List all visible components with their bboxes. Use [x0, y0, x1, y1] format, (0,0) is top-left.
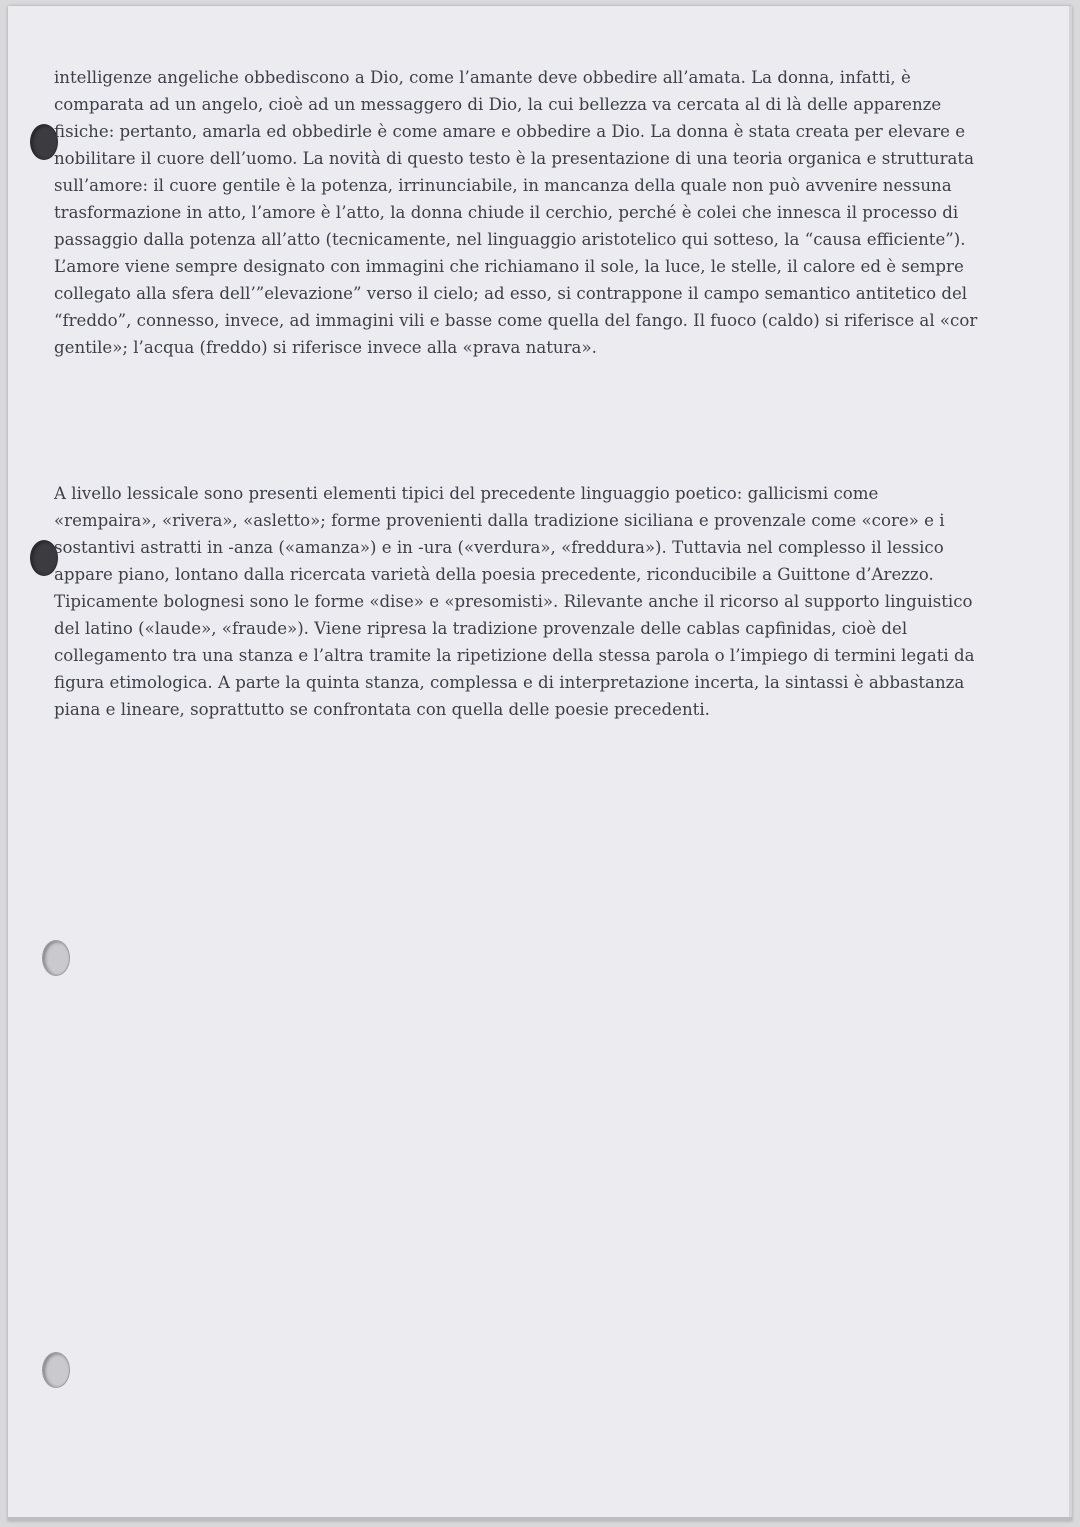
punch-hole-3 — [42, 940, 70, 976]
punch-hole-4 — [42, 1352, 70, 1388]
paragraph-2-block — [54, 480, 984, 723]
paragraph-2: A livello lessicale sono presenti elementi tipici del precedente linguaggio poetico: gallicismi come «rempaira», «rivera», «asletto»; forme provenienti dalla tradizione siciliana e provenzale come «core» e i sostantivi astratti in -anza («amanza») e in -ura («verdura», «freddura»). Tuttavia nel complesso il lessico appare piano, lontano dalla ricercata varietà della poesia precedente, riconducibile a Guittone d’Arezzo. Tipicamente bolognesi sono le forme «dise» e «presomisti». Rilevante anche il ricorso al supporto linguistico del latino («laude», «fraude»). Viene ripresa la tradizione provenzale delle cablas capfinidas, cioè del collegamento tra una stanza e l’altra tramite la ripetizione della stessa parola o l’impiego di termini legati da figura etimologica. A parte la quinta stanza, complessa e di interpretazione incerta, la sintassi è abbastanza piana e lineare, soprattutto se confrontata con quella delle poesie precedenti. — [54, 484, 975, 719]
sheet-right-edge — [1069, 6, 1072, 1521]
paragraph-1: intelligenze angeliche obbediscono a Dio, come l’amante deve obbedire all’amata. La donna, infatti, è comparata ad un angelo, cioè ad un messaggero di Dio, la cui bellezza va cercata al di là delle apparenze fisiche: pertanto, amarla ed obbedirle è come amare e obbedire a Dio. La donna è stata creata per elevare e nobilitare il cuore dell’uomo. La novità di questo testo è la presentazione di una teoria organica e strutturata sull’amore: il cuore gentile è la potenza, irrinunciabile, in mancanza della quale non può avvenire nessuna trasformazione in atto, l’amore è l’atto, la donna chiude il cerchio, perché è colei che innesca il processo di passaggio dalla potenza all’atto (tecnicamente, nel linguaggio aristotelico qui sotteso, la “causa efficiente”). L’amore viene sempre designato con immagini che richiamano il sole, la luce, le stelle, il calore ed è sempre collegato alla sfera dell’”elevazione” verso il cielo; ad esso, si contrappone il campo semantico antitetico del “freddo”, connesso, invece, ad immagini vili e basse come quella del fango. Il fuoco (caldo) si riferisce al «cor gentile»; l’acqua (freddo) si riferisce invece alla «prava natura». — [54, 68, 978, 357]
sheet-bottom-edge — [8, 1517, 1072, 1521]
paper-sheet — [8, 6, 1072, 1521]
paragraph-1-block — [54, 64, 984, 361]
